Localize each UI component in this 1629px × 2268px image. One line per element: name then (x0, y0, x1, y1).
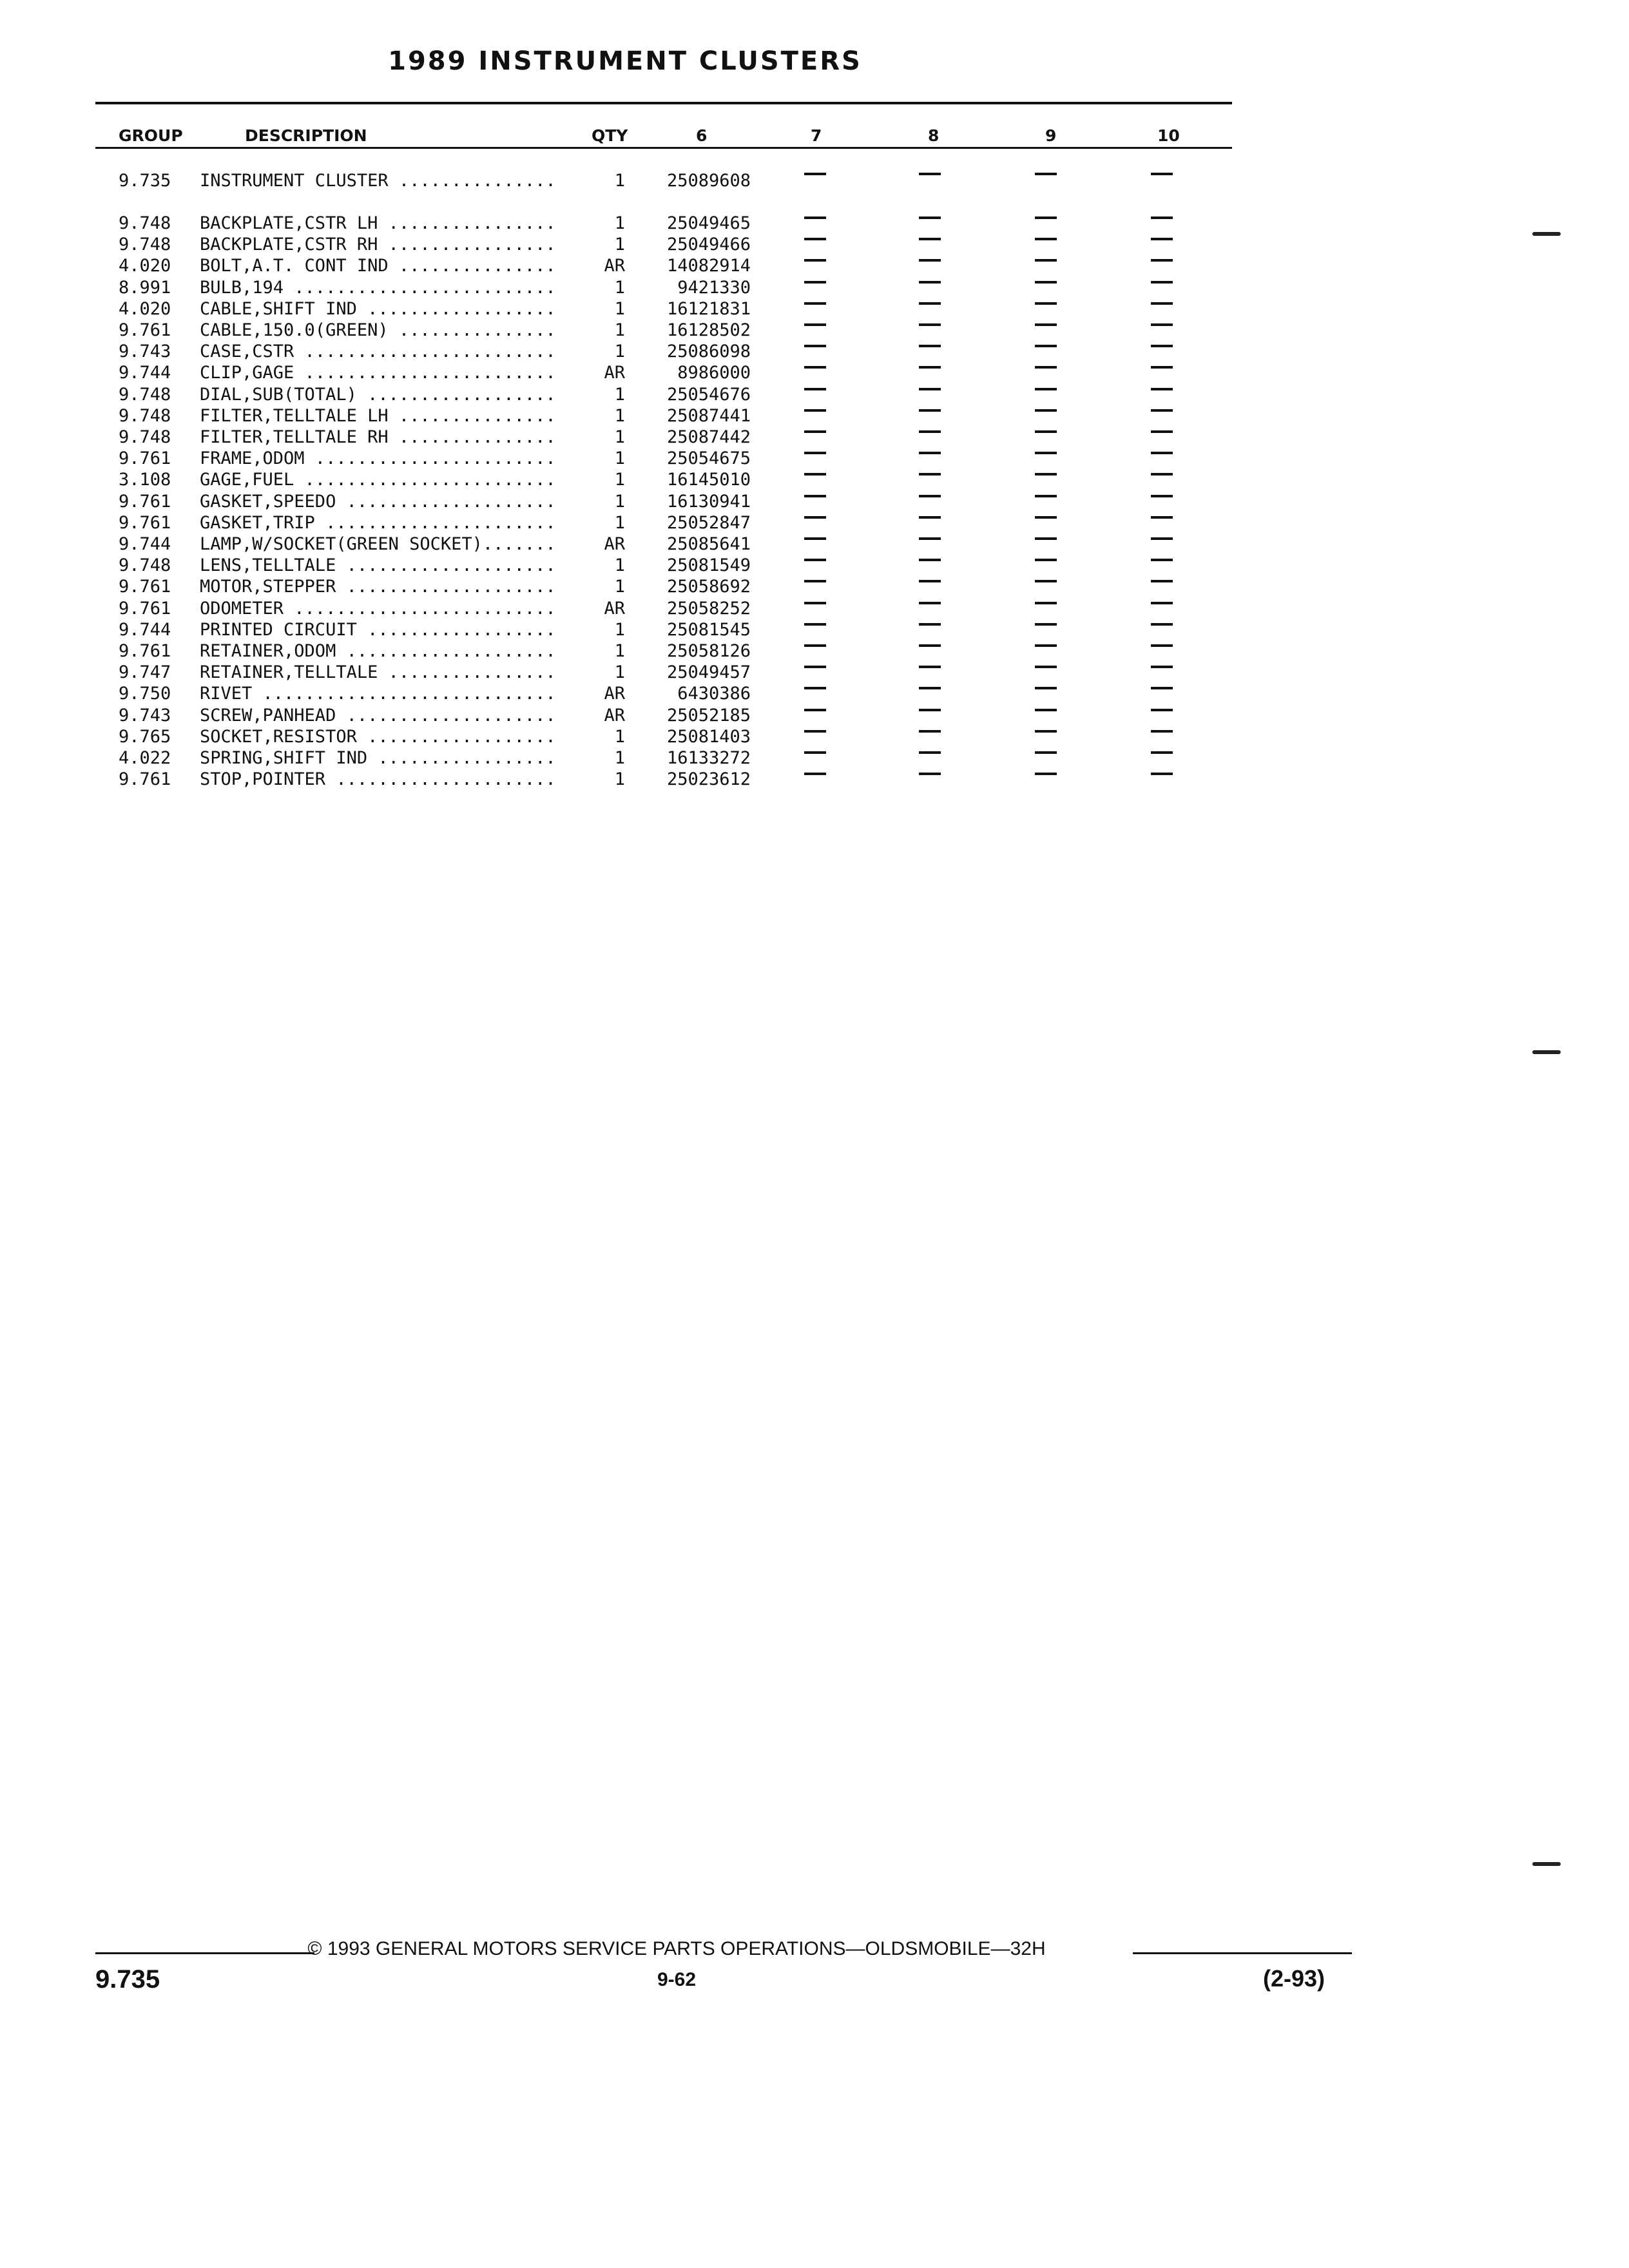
row-qty: 1 (614, 470, 625, 490)
footer-page-number: 9-62 (657, 1969, 697, 1990)
footer-revision: (2-93) (1263, 1965, 1325, 1992)
not-applicable-dash (1035, 409, 1057, 412)
row-part-number: 25023612 (666, 769, 751, 790)
not-applicable-dash (804, 773, 826, 775)
row-group: 9.761 (119, 320, 171, 340)
row-group: 4.020 (119, 256, 171, 276)
not-applicable-dash (919, 259, 941, 262)
table-row (0, 662, 1237, 683)
row-part-number: 25086098 (666, 341, 751, 362)
row-qty: 1 (614, 448, 625, 469)
not-applicable-dash (919, 452, 941, 454)
not-applicable-dash (1035, 452, 1057, 454)
not-applicable-dash (1035, 173, 1057, 175)
row-description: CLIP,GAGE ........................ (200, 363, 556, 383)
not-applicable-dash (1151, 495, 1173, 497)
row-qty: 1 (614, 577, 625, 597)
not-applicable-dash (919, 323, 941, 326)
not-applicable-dash (804, 366, 826, 369)
not-applicable-dash (1151, 473, 1173, 476)
not-applicable-dash (1035, 623, 1057, 626)
row-description: GASKET,TRIP ...................... (200, 512, 556, 533)
not-applicable-dash (804, 751, 826, 754)
row-description: BULB,194 ......................... (200, 277, 556, 298)
not-applicable-dash (919, 559, 941, 561)
row-group: 9.743 (119, 341, 171, 362)
not-applicable-dash (1151, 216, 1173, 219)
table-row (0, 448, 1237, 469)
table-row (0, 384, 1237, 405)
row-group: 3.108 (119, 470, 171, 490)
table-row (0, 726, 1237, 747)
row-part-number: 25052847 (666, 512, 751, 533)
not-applicable-dash (1035, 388, 1057, 390)
row-part-number: 9421330 (677, 277, 751, 298)
page-title: 1989 INSTRUMENT CLUSTERS (388, 46, 862, 76)
row-group: 9.761 (119, 512, 171, 533)
row-qty: AR (604, 256, 625, 276)
not-applicable-dash (919, 495, 941, 497)
row-part-number: 16145010 (666, 470, 751, 490)
not-applicable-dash (1035, 537, 1057, 540)
header-group: GROUP (119, 126, 183, 145)
row-part-number: 25049466 (666, 235, 751, 255)
row-qty: 1 (614, 320, 625, 340)
not-applicable-dash (804, 302, 826, 305)
not-applicable-dash (804, 452, 826, 454)
row-qty: 1 (614, 769, 625, 790)
not-applicable-dash (804, 495, 826, 497)
not-applicable-dash (1151, 687, 1173, 689)
not-applicable-dash (1151, 388, 1173, 390)
not-applicable-dash (1035, 281, 1057, 284)
row-group: 9.761 (119, 491, 171, 512)
not-applicable-dash (1035, 751, 1057, 754)
not-applicable-dash (919, 623, 941, 626)
row-description: CABLE,SHIFT IND .................. (200, 298, 556, 319)
not-applicable-dash (919, 730, 941, 733)
table-row (0, 747, 1237, 769)
not-applicable-dash (1151, 730, 1173, 733)
table-row (0, 277, 1237, 298)
table-row (0, 598, 1237, 619)
not-applicable-dash (1035, 430, 1057, 433)
not-applicable-dash (804, 173, 826, 175)
row-qty: 1 (614, 491, 625, 512)
header-col-6: 6 (696, 126, 708, 145)
not-applicable-dash (1151, 623, 1173, 626)
not-applicable-dash (1035, 559, 1057, 561)
row-description: SOCKET,RESISTOR .................. (200, 726, 556, 747)
not-applicable-dash (919, 173, 941, 175)
not-applicable-dash (1035, 773, 1057, 775)
row-part-number: 25081549 (666, 555, 751, 576)
not-applicable-dash (1151, 580, 1173, 582)
row-description: DIAL,SUB(TOTAL) .................. (200, 384, 556, 405)
row-group: 9.748 (119, 235, 171, 255)
table-row (0, 491, 1237, 512)
not-applicable-dash (1035, 730, 1057, 733)
not-applicable-dash (804, 259, 826, 262)
not-applicable-dash (804, 537, 826, 540)
table-row (0, 576, 1237, 597)
row-group: 4.022 (119, 748, 171, 768)
table-row (0, 533, 1237, 555)
not-applicable-dash (1035, 666, 1057, 668)
not-applicable-dash (1035, 238, 1057, 240)
table-row (0, 255, 1237, 276)
not-applicable-dash (919, 537, 941, 540)
not-applicable-dash (1035, 302, 1057, 305)
row-group: 9.750 (119, 684, 171, 704)
row-description: STOP,POINTER ..................... (200, 769, 556, 790)
table-row (0, 320, 1237, 341)
table-row (0, 234, 1237, 255)
not-applicable-dash (919, 516, 941, 519)
row-part-number: 25087441 (666, 405, 751, 426)
not-applicable-dash (804, 473, 826, 476)
not-applicable-dash (804, 559, 826, 561)
row-description: ODOMETER ......................... (200, 598, 556, 619)
row-description: FRAME,ODOM ....................... (200, 448, 556, 469)
not-applicable-dash (804, 709, 826, 711)
row-group: 4.020 (119, 298, 171, 319)
not-applicable-dash (1151, 516, 1173, 519)
row-qty: AR (604, 684, 625, 704)
not-applicable-dash (919, 666, 941, 668)
not-applicable-dash (1035, 216, 1057, 219)
table-row (0, 555, 1237, 576)
row-part-number: 25081403 (666, 726, 751, 747)
not-applicable-dash (1035, 345, 1057, 347)
header-description: DESCRIPTION (245, 126, 367, 145)
row-group: 9.744 (119, 619, 171, 640)
header-col-8: 8 (928, 126, 940, 145)
row-qty: 1 (614, 662, 625, 683)
not-applicable-dash (919, 345, 941, 347)
binder-hole-mark (1532, 1862, 1561, 1866)
row-part-number: 25087442 (666, 427, 751, 447)
row-qty: 1 (614, 277, 625, 298)
not-applicable-dash (919, 409, 941, 412)
row-qty: 1 (614, 748, 625, 768)
row-description: GAGE,FUEL ........................ (200, 470, 556, 490)
not-applicable-dash (1035, 366, 1057, 369)
not-applicable-dash (919, 388, 941, 390)
row-group: 9.744 (119, 363, 171, 383)
row-part-number: 25049465 (666, 213, 751, 233)
table-row (0, 170, 1237, 191)
not-applicable-dash (919, 302, 941, 305)
not-applicable-dash (804, 345, 826, 347)
not-applicable-dash (919, 773, 941, 775)
row-description: RETAINER,ODOM .................... (200, 641, 556, 661)
row-qty: 1 (614, 235, 625, 255)
row-group: 8.991 (119, 277, 171, 298)
row-qty: 1 (614, 213, 625, 233)
not-applicable-dash (919, 687, 941, 689)
row-part-number: 25049457 (666, 662, 751, 683)
not-applicable-dash (1151, 452, 1173, 454)
not-applicable-dash (919, 644, 941, 647)
table-row (0, 512, 1237, 533)
row-part-number: 14082914 (666, 256, 751, 276)
table-row (0, 683, 1237, 704)
row-description: PRINTED CIRCUIT .................. (200, 619, 556, 640)
row-qty: 1 (614, 555, 625, 576)
footer-group-ref: 9.735 (95, 1965, 160, 1994)
row-description: LAMP,W/SOCKET(GREEN SOCKET)....... (200, 534, 556, 554)
row-description: BOLT,A.T. CONT IND ............... (200, 256, 556, 276)
not-applicable-dash (804, 281, 826, 284)
row-description: MOTOR,STEPPER .................... (200, 577, 556, 597)
row-description: FILTER,TELLTALE LH ............... (200, 405, 556, 426)
not-applicable-dash (919, 430, 941, 433)
not-applicable-dash (804, 623, 826, 626)
row-part-number: 25054675 (666, 448, 751, 469)
table-row (0, 469, 1237, 490)
not-applicable-dash (919, 281, 941, 284)
row-qty: 1 (614, 384, 625, 405)
row-description: GASKET,SPEEDO .................... (200, 491, 556, 512)
not-applicable-dash (804, 602, 826, 604)
row-description: RIVET ............................ (200, 684, 556, 704)
header-bottom-rule (95, 147, 1232, 149)
row-qty: 1 (614, 726, 625, 747)
header-col-9: 9 (1045, 126, 1057, 145)
row-qty: 1 (614, 641, 625, 661)
row-description: CABLE,150.0(GREEN) ............... (200, 320, 556, 340)
row-part-number: 16130941 (666, 491, 751, 512)
row-qty: 1 (614, 405, 625, 426)
row-qty: 1 (614, 512, 625, 533)
not-applicable-dash (1151, 709, 1173, 711)
header-qty: QTY (592, 126, 628, 145)
not-applicable-dash (1151, 238, 1173, 240)
not-applicable-dash (1151, 173, 1173, 175)
not-applicable-dash (919, 238, 941, 240)
table-row (0, 769, 1237, 790)
row-part-number: 25058252 (666, 598, 751, 619)
not-applicable-dash (1151, 430, 1173, 433)
table-row (0, 619, 1237, 640)
not-applicable-dash (1035, 644, 1057, 647)
row-group: 9.748 (119, 555, 171, 576)
row-part-number: 25085641 (666, 534, 751, 554)
row-group: 9.761 (119, 769, 171, 790)
row-qty: 1 (614, 298, 625, 319)
row-part-number: 16121831 (666, 298, 751, 319)
not-applicable-dash (1151, 751, 1173, 754)
row-part-number: 25058692 (666, 577, 751, 597)
not-applicable-dash (1151, 644, 1173, 647)
table-row (0, 213, 1237, 234)
not-applicable-dash (919, 216, 941, 219)
row-description: RETAINER,TELLTALE ................ (200, 662, 556, 683)
table-row (0, 362, 1237, 383)
footer-rule-right (1133, 1952, 1352, 1954)
not-applicable-dash (804, 516, 826, 519)
row-qty: 1 (614, 427, 625, 447)
table-row (0, 298, 1237, 320)
row-description: LENS,TELLTALE .................... (200, 555, 556, 576)
not-applicable-dash (1151, 666, 1173, 668)
row-group: 9.743 (119, 705, 171, 726)
row-part-number: 25058126 (666, 641, 751, 661)
row-group: 9.748 (119, 405, 171, 426)
row-group: 9.761 (119, 641, 171, 661)
table-row (0, 640, 1237, 662)
not-applicable-dash (1151, 302, 1173, 305)
row-qty: AR (604, 705, 625, 726)
row-group: 9.748 (119, 213, 171, 233)
not-applicable-dash (804, 580, 826, 582)
table-row (0, 705, 1237, 726)
row-group: 9.744 (119, 534, 171, 554)
not-applicable-dash (1035, 495, 1057, 497)
row-description: FILTER,TELLTALE RH ............... (200, 427, 556, 447)
row-part-number: 8986000 (677, 363, 751, 383)
row-group: 9.748 (119, 384, 171, 405)
not-applicable-dash (919, 751, 941, 754)
not-applicable-dash (1151, 602, 1173, 604)
not-applicable-dash (919, 580, 941, 582)
table-row (0, 427, 1237, 448)
row-qty: 1 (614, 619, 625, 640)
not-applicable-dash (1035, 323, 1057, 326)
not-applicable-dash (804, 666, 826, 668)
row-group: 9.748 (119, 427, 171, 447)
not-applicable-dash (1035, 516, 1057, 519)
not-applicable-dash (804, 323, 826, 326)
not-applicable-dash (804, 730, 826, 733)
row-description: SCREW,PANHEAD .................... (200, 705, 556, 726)
not-applicable-dash (1035, 602, 1057, 604)
not-applicable-dash (1151, 537, 1173, 540)
row-part-number: 16133272 (666, 748, 751, 768)
not-applicable-dash (919, 366, 941, 369)
not-applicable-dash (919, 473, 941, 476)
row-group: 9.765 (119, 726, 171, 747)
row-description: BACKPLATE,CSTR LH ................ (200, 213, 556, 233)
row-part-number: 25089608 (666, 171, 751, 191)
row-group: 9.761 (119, 448, 171, 469)
header-col-7: 7 (811, 126, 822, 145)
row-qty: 1 (614, 171, 625, 191)
not-applicable-dash (804, 687, 826, 689)
not-applicable-dash (1035, 580, 1057, 582)
not-applicable-dash (804, 216, 826, 219)
not-applicable-dash (1151, 773, 1173, 775)
not-applicable-dash (804, 388, 826, 390)
row-part-number: 25054676 (666, 384, 751, 405)
table-row (0, 405, 1237, 427)
not-applicable-dash (1035, 259, 1057, 262)
not-applicable-dash (1151, 345, 1173, 347)
not-applicable-dash (1035, 687, 1057, 689)
row-qty: 1 (614, 341, 625, 362)
header-top-rule (95, 102, 1232, 104)
not-applicable-dash (1151, 559, 1173, 561)
row-part-number: 16128502 (666, 320, 751, 340)
row-part-number: 25081545 (666, 619, 751, 640)
header-col-10: 10 (1157, 126, 1180, 145)
row-group: 9.747 (119, 662, 171, 683)
row-qty: AR (604, 363, 625, 383)
table-row (0, 341, 1237, 362)
not-applicable-dash (919, 602, 941, 604)
row-description: CASE,CSTR ........................ (200, 341, 556, 362)
footer-copyright: © 1993 GENERAL MOTORS SERVICE PARTS OPERATIONS—OLDSMOBILE—32H (307, 1938, 1046, 1959)
not-applicable-dash (804, 238, 826, 240)
row-part-number: 25052185 (666, 705, 751, 726)
not-applicable-dash (804, 409, 826, 412)
row-description: BACKPLATE,CSTR RH ................ (200, 235, 556, 255)
not-applicable-dash (1035, 709, 1057, 711)
row-description: INSTRUMENT CLUSTER ............... (200, 171, 556, 191)
not-applicable-dash (804, 430, 826, 433)
not-applicable-dash (1151, 409, 1173, 412)
not-applicable-dash (1151, 281, 1173, 284)
row-group: 9.761 (119, 598, 171, 619)
binder-hole-mark (1532, 232, 1561, 236)
not-applicable-dash (1151, 259, 1173, 262)
row-part-number: 6430386 (677, 684, 751, 704)
row-description: SPRING,SHIFT IND ................. (200, 748, 556, 768)
row-group: 9.761 (119, 577, 171, 597)
binder-hole-mark (1532, 1050, 1561, 1054)
not-applicable-dash (804, 644, 826, 647)
row-qty: AR (604, 598, 625, 619)
row-qty: AR (604, 534, 625, 554)
not-applicable-dash (919, 709, 941, 711)
not-applicable-dash (1035, 473, 1057, 476)
not-applicable-dash (1151, 366, 1173, 369)
row-group: 9.735 (119, 171, 171, 191)
not-applicable-dash (1151, 323, 1173, 326)
